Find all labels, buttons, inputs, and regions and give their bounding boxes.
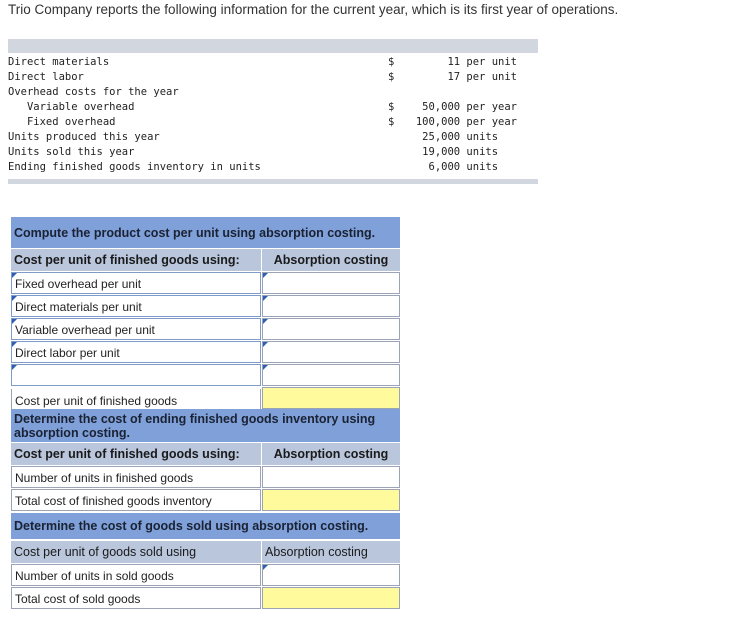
section1-column-header: Cost per unit of finished goods using: Absorption costing [11,249,400,271]
table-row [11,489,400,511]
amount-input[interactable] [262,295,400,317]
row-label-input[interactable]: Variable overhead per unit [11,318,261,340]
table-row [11,564,400,586]
total-row [11,387,400,409]
row-label: Total cost of sold goods [11,587,261,609]
table-row [11,318,400,340]
section2-title: Determine the cost of ending finished goods inventory using absorption costing. [11,409,400,442]
row-label: Number of units in sold goods [11,564,261,586]
info-row: Units produced this year 25,000 units [8,131,517,143]
row-label: Number of units in finished goods [11,466,261,488]
row-label-input[interactable] [11,364,261,386]
info-table-top-band [8,39,538,53]
row-label-input[interactable]: Fixed overhead per unit [11,272,261,294]
total-label: Cost per unit of finished goods [11,389,261,411]
table-row [11,272,400,294]
info-table-bottom-band [8,179,538,184]
info-row: Ending finished goods inventory in units 6,000 units [8,161,517,173]
problem-intro: Trio Company reports the following information for the current year, which is its first year of operations. [8,2,619,17]
table-row [11,587,400,609]
units-sold-input[interactable] [262,564,400,586]
info-row: Variable overhead $ 50,000 per year [8,101,517,113]
info-row: Fixed overhead $ 100,000 per year [8,116,517,128]
table-row [11,341,400,363]
cost-of-sold-goods-total-input[interactable] [262,587,400,609]
amount-input[interactable] [262,272,400,294]
amount-input[interactable] [262,318,400,340]
info-row: Units sold this year 19,000 units [8,146,517,158]
section2-column-header: Cost per unit of finished goods using: Absorption costing [11,443,400,465]
cost-per-unit-total-input[interactable] [262,387,400,409]
amount-input[interactable] [262,364,400,386]
amount-input[interactable] [262,341,400,363]
table-row [11,364,400,386]
row-label-input[interactable]: Direct materials per unit [11,295,261,317]
section3-title: Determine the cost of goods sold using absorption costing. [11,513,400,539]
section1-title: Compute the product cost per unit using absorption costing. [11,217,400,248]
finished-goods-total-input[interactable] [262,489,400,511]
units-finished-goods-input[interactable] [262,466,400,488]
table-row [11,295,400,317]
row-label: Total cost of finished goods inventory [11,489,261,511]
info-row: Overhead costs for the year [8,86,179,98]
table-row [11,466,400,488]
row-label-input[interactable]: Direct labor per unit [11,341,261,363]
info-row: Direct materials $ 11 per unit [8,56,517,68]
info-row: Direct labor $ 17 per unit [8,71,517,83]
section3-column-header: Cost per unit of goods sold using Absorption costing [11,541,400,563]
